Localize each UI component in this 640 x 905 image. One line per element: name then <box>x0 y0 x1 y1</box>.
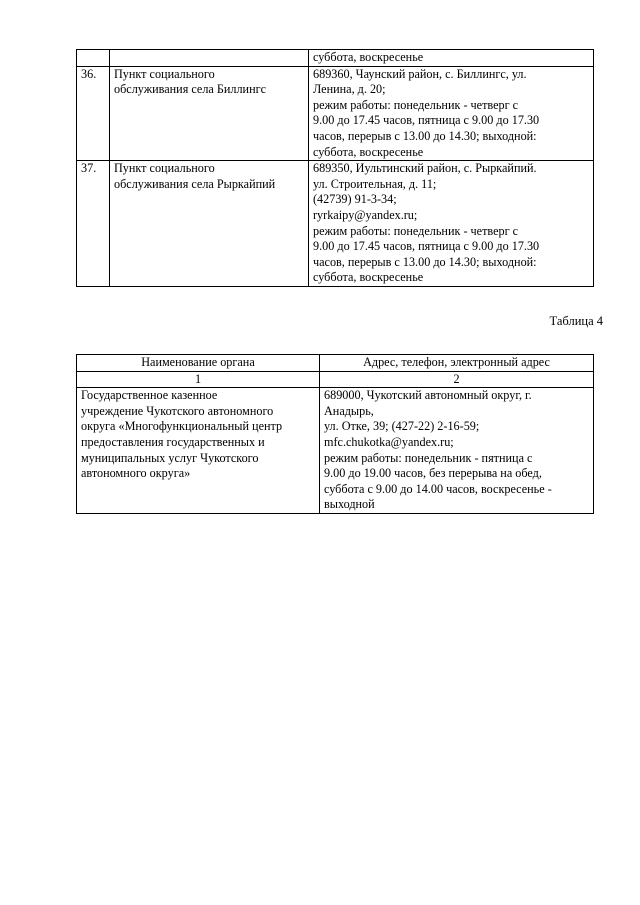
column-number-row <box>77 371 594 388</box>
header-address: Адрес, телефон, электронный адрес <box>320 355 594 372</box>
table-4-caption: Таблица 4 <box>549 314 603 328</box>
column-number: 1 <box>77 371 320 388</box>
row-number-cell <box>77 50 110 67</box>
row-number-cell: 36. <box>77 66 110 161</box>
column-number: 2 <box>320 371 594 388</box>
row-number-cell: 37. <box>77 161 110 287</box>
table-row <box>77 66 594 161</box>
address-cell: 689000, Чукотский автономный округ, г. Анадырь, ул. Отке, 39; (427-22) 2-16-59; mfc.chukotka@yandex.ru; режим работы: понедельник - пятница с 9.00 до 19.00 часов, без перерыва на обед, суббота с 9.00 до 14.00 часов, воскресенье - выходной <box>320 388 594 514</box>
table-row <box>77 161 594 287</box>
table-header-row <box>77 355 594 372</box>
service-points-table-continued <box>76 49 594 287</box>
address-cell: суббота, воскресенье <box>309 50 594 67</box>
name-cell <box>110 50 309 67</box>
header-organ-name: Наименование органа <box>77 355 320 372</box>
mfc-table <box>76 354 594 514</box>
name-cell: Пункт социального обслуживания села Рыркайпий <box>110 161 309 287</box>
table-row <box>77 388 594 514</box>
table-row <box>77 50 594 67</box>
name-cell: Пункт социального обслуживания села Биллингс <box>110 66 309 161</box>
address-cell: 689350, Иультинский район, с. Рыркайпий. ул. Строительная, д. 11; (42739) 91-3-34; ryrkaipy@yandex.ru; режим работы: понедельник - четверг с 9.00 до 17.45 часов, пятница с 9.00 до 17.30 часов, перерыв с 13.00 до 14.30; выходной: суббота, воскресенье <box>309 161 594 287</box>
organ-name-cell: Государственное казенное учреждение Чукотского автономного округа «Многофункциональный центр предоставления государственных и муниципальных услуг Чукотского автономного округа» <box>77 388 320 514</box>
address-cell: 689360, Чаунский район, с. Биллингс, ул. Ленина, д. 20; режим работы: понедельник - четверг с 9.00 до 17.45 часов, пятница с 9.00 до 17.30 часов, перерыв с 13.00 до 14.30; выходной: суббота, воскресенье <box>309 66 594 161</box>
